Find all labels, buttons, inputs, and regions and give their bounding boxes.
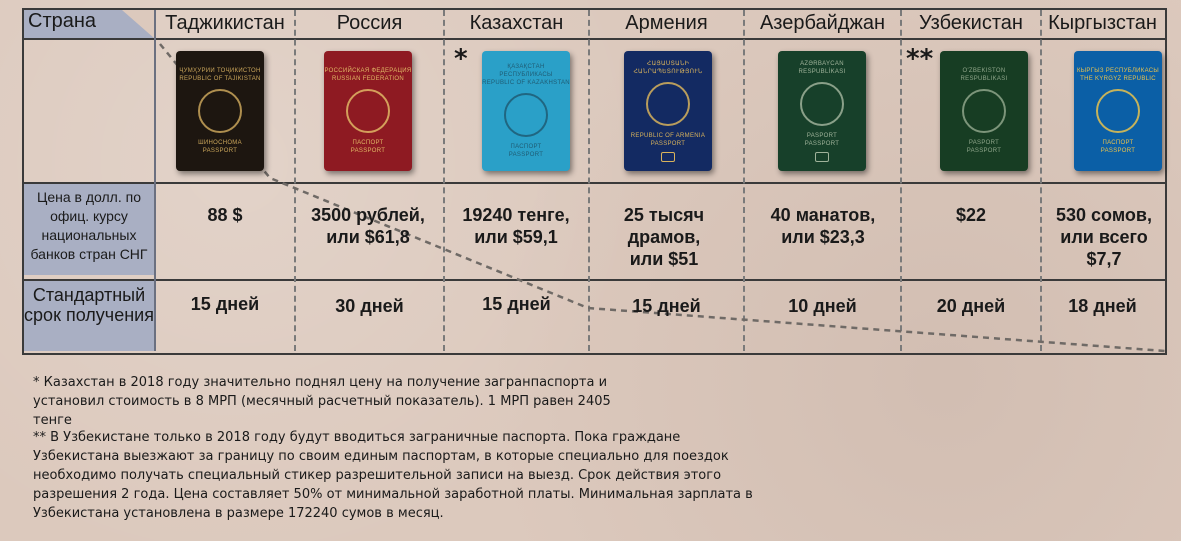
passport-text: ПАСПОРТ (352, 140, 384, 146)
country-kazakhstan: Казахстан (469, 12, 564, 34)
passport-text: AZƏRBAYCAN RESPUBLİKASI (798, 61, 846, 75)
term-tajikistan: 15 дней (190, 294, 260, 314)
emblem-icon (504, 93, 548, 137)
passport-text: O'ZBEKISTON RESPUBLIKASI (960, 68, 1008, 82)
emblem-icon (198, 89, 242, 133)
footnote-mark-double: ** (906, 44, 934, 74)
country-uzbekistan: Узбекистан (919, 12, 1023, 34)
price-uzbekistan: $22 (955, 205, 987, 225)
passport-kazakhstan-image (482, 51, 570, 171)
passport-russia-image (324, 51, 412, 171)
price-kyrgyzstan: 530 сомов, или всего $7,7 (1056, 205, 1152, 269)
passport-text: REPUBLIC OF ARMENIA (630, 133, 706, 139)
passport-armenia-image (624, 51, 712, 171)
passport-text: КЫРГЫЗ РЕСПУБЛИКАСЫ (1076, 68, 1160, 74)
passport-kyrgyzstan-image (1074, 51, 1162, 171)
term-kazakhstan: 15 дней (482, 294, 551, 314)
country-armenia: Армения (625, 12, 708, 34)
passport-text: РОССИЙСКАЯ ФЕДЕРАЦИЯ (324, 68, 412, 74)
passport-text: ПАСПОРТ (1102, 140, 1134, 146)
emblem-icon (962, 89, 1006, 133)
passport-text: ШИНОСНОМА (198, 140, 242, 146)
passport-azerbaijan-image (778, 51, 866, 171)
passport-text: PASSPORT (1100, 148, 1136, 154)
passport-uzbekistan-image (940, 51, 1028, 171)
term-azerbaijan: 10 дней (788, 296, 857, 316)
price-tajikistan: 88 $ (207, 205, 243, 225)
emblem-icon (1096, 89, 1140, 133)
passport-text: ПАСПОРТ (510, 144, 542, 150)
country-tajikistan: Таджикистан (165, 12, 285, 34)
footnote-uzbekistan: ** В Узбекистане только в 2018 году будут вводиться заграничные паспорта. Пока граждане Узбекистана выезжают за границу по своим единым паспортам, в которые специально для поездок необходимо получать специальный стикер разрешительной записи на выезд. Срок действия этого разрешения 2 года. Цена составляет 50% от минимальной заработной платы. Минимальная зарплата в Узбекистана установлена в размере 172240 сумов в месяц. (33, 430, 753, 521)
comparison-table (22, 8, 1165, 353)
emblem-icon (346, 89, 390, 133)
footnote-kazakhstan: * Казахстан в 2018 году значительно поднял цену на получение загранпаспорта и установил стоимость в 8 МРП (месячный расчетный показатель). 1 МРП равен 2405 тенге (33, 375, 611, 428)
country-russia: Россия (336, 12, 403, 34)
passport-text: ՀԱՅԱՍՏԱՆԻ ՀԱՆՐԱՊԵՏՈՒԹՅՈՒՆ (633, 61, 703, 75)
price-kazakhstan: 19240 тенге, или $59,1 (462, 205, 570, 247)
price-azerbaijan: 40 манатов, или $23,3 (770, 205, 876, 247)
passport-text: ҚАЗАҚСТАН РЕСПУБЛИКАСЫ (499, 64, 553, 78)
term-row-label: Стандартный срок получения (24, 285, 154, 325)
passport-text: PASSPORT (966, 148, 1002, 154)
passport-text: PASSPORT (650, 141, 686, 147)
country-azerbaijan: Азербайджан (759, 12, 886, 34)
passport-text: REPUBLIC OF KAZAKHSTAN (482, 80, 570, 86)
passport-tajikistan-image (176, 51, 264, 171)
term-uzbekistan: 20 дней (936, 296, 1006, 316)
passport-text: ҶУМҲУРИИ ТОҶИКИСТОН (179, 68, 261, 74)
passport-text: PASPORT (968, 140, 1000, 146)
emblem-icon (800, 82, 844, 126)
term-armenia: 15 дней (632, 296, 701, 316)
passport-text: PASSPORT (350, 148, 386, 154)
passport-text: PASPORT (806, 133, 838, 139)
passport-text: RUSSIAN FEDERATION (332, 76, 404, 82)
passport-text: PASSPORT (804, 141, 840, 147)
emblem-icon (646, 82, 690, 126)
passport-text: PASSPORT (202, 148, 238, 154)
biometric-chip-icon (815, 152, 829, 162)
price-russia: 3500 рублей, или $61,8 (311, 205, 425, 247)
price-row-label: Цена в долл. по офиц. курсу национальных банков стран СНГ (30, 189, 148, 262)
term-russia: 30 дней (335, 296, 404, 316)
country-kyrgyzstan: Кыргызстан (1048, 12, 1157, 34)
passport-text: PASSPORT (508, 152, 544, 158)
term-kyrgyzstan: 18 дней (1068, 296, 1137, 316)
passport-text: THE KYRGYZ REPUBLIC (1080, 76, 1156, 82)
biometric-chip-icon (661, 152, 675, 162)
country-header-label: Страна (28, 10, 97, 32)
footnote-mark-single: * (454, 44, 468, 74)
passport-text: REPUBLIC OF TAJIKISTAN (179, 76, 261, 82)
price-armenia: 25 тысяч драмов, или $51 (623, 205, 705, 269)
